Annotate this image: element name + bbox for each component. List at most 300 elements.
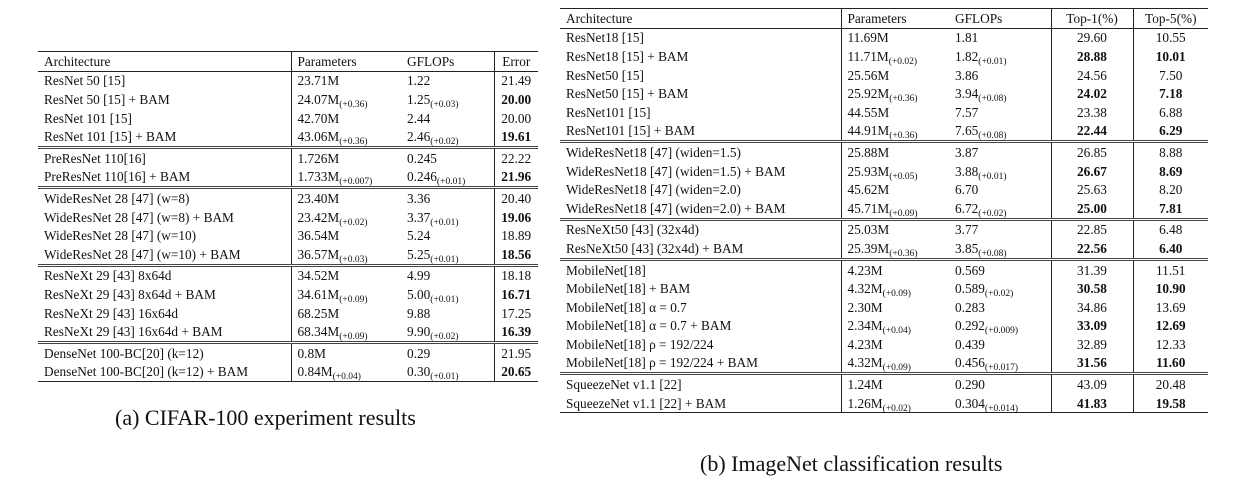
err-cell [494,342,538,362]
gflops-cell [401,265,494,285]
err-cell-value: 20.00 [501,110,532,126]
arch-cell [560,122,841,142]
arch-cell [560,142,841,162]
top1-cell [1051,317,1133,336]
arch-cell [560,180,841,199]
gflops-cell-value: 3.85 [955,240,979,256]
err-cell [494,265,538,285]
arch-cell-value: SqueezeNet v1.1 [22] + BAM [566,395,727,411]
gflops-cell-value: 3.37 [407,209,431,225]
params-cell [841,279,949,298]
params-cell-value: 1.26M [847,395,883,411]
arch-cell [560,317,841,336]
params-cell [841,28,949,47]
gflops-cell-value: 9.90 [407,324,431,340]
gflops-cell [401,71,494,90]
top5-cell [1133,335,1208,354]
top5-cell [1133,66,1208,85]
gflops-cell-value: 0.292 [955,318,985,334]
params-cell [291,226,401,245]
top1-cell-value: 29.60 [1077,30,1107,46]
gflops-cell [949,394,1051,413]
top1-cell [1051,122,1133,142]
top5-cell [1133,317,1208,336]
arch-cell [38,342,291,362]
top1-cell-value: 28.88 [1077,48,1107,64]
arch-cell-value: WideResNet18 [47] (widen=2.0) [566,182,741,198]
err-cell [494,285,538,304]
header-cell: Parameters [291,52,401,72]
arch-cell-value: ResNeXt 29 [43] 16x64d + BAM [44,324,223,340]
params-cell [841,335,949,354]
header-row [560,9,1208,29]
gflops-cell [949,180,1051,199]
gflops-cell-value: 1.82 [955,48,979,64]
top1-cell [1051,298,1133,317]
gflops-cell-delta: (+0.01) [436,177,466,188]
params-cell [841,219,949,239]
table-row [38,147,538,167]
params-cell [841,259,949,279]
gflops-cell [401,245,494,265]
err-cell-value: 22.22 [501,150,532,166]
params-cell-value: 68.25M [297,305,340,321]
table-row [560,47,1208,66]
table-row [38,363,538,382]
gflops-cell-delta: (+0.01) [978,171,1007,182]
params-cell-value: 1.726M [297,150,340,166]
arch-cell-value: WideResNet18 [47] (widen=1.5) + BAM [566,163,786,179]
params-cell-value: 1.24M [847,377,883,393]
table-row [560,239,1208,259]
params-cell [291,304,401,323]
gflops-cell-value: 5.24 [407,228,431,244]
top1-cell-value: 26.67 [1077,163,1107,179]
arch-cell-value: MobileNet[18] ρ = 192/224 [566,336,714,352]
arch-cell [38,109,291,128]
gflops-cell-delta: (+0.02) [978,208,1007,219]
top1-cell [1051,28,1133,47]
top1-cell [1051,66,1133,85]
params-cell-value: 4.23M [847,262,883,278]
params-cell [841,142,949,162]
gflops-cell-delta: (+0.017) [984,363,1018,374]
top5-cell [1133,199,1208,219]
arch-cell-value: ResNet101 [15] [566,104,651,120]
top5-cell [1133,28,1208,47]
top1-cell-value: 24.56 [1077,67,1107,83]
params-cell-delta: (+0.36) [889,248,918,259]
table-row [560,103,1208,122]
arch-cell-value: SqueezeNet v1.1 [22] [566,377,682,393]
gflops-cell-delta: (+0.01) [430,217,459,228]
gflops-cell-value: 5.25 [407,246,431,262]
arch-cell-value: MobileNet[18] ρ = 192/224 + BAM [566,355,758,371]
arch-cell-value: ResNet 50 [15] [44,73,126,89]
params-cell-value: 4.32M [847,355,883,371]
err-cell [494,188,538,208]
gflops-cell [401,363,494,382]
table-b [560,8,1208,413]
top5-cell-value: 7.50 [1159,67,1183,83]
gflops-cell [401,127,494,147]
arch-cell [38,168,291,188]
top1-cell-value: 30.58 [1077,281,1107,297]
arch-cell-value: ResNet 101 [15] + BAM [44,129,177,145]
arch-cell [38,127,291,147]
err-cell [494,363,538,382]
top5-cell [1133,47,1208,66]
top5-cell-value: 8.69 [1159,163,1183,179]
top1-cell-value: 22.56 [1077,240,1107,256]
arch-cell-value: ResNeXt50 [43] (32x4d) + BAM [566,240,744,256]
params-cell-value: 11.71M [847,48,889,64]
arch-cell [38,322,291,342]
top1-cell [1051,394,1133,413]
top5-cell-value: 12.33 [1155,336,1186,352]
table-row [38,208,538,227]
arch-cell [560,28,841,47]
gflops-cell-value: 9.88 [407,305,431,321]
table-row [38,265,538,285]
table-row [38,71,538,90]
top5-cell-value: 6.48 [1159,222,1183,238]
params-cell-delta: (+0.36) [889,94,918,105]
params-cell-delta: (+0.04) [332,372,361,383]
top5-cell [1133,298,1208,317]
err-cell-value: 20.40 [501,190,532,206]
params-cell-value: 43.06M [297,129,340,145]
top1-cell [1051,374,1133,394]
params-cell-value: 0.84M [297,364,333,380]
top5-cell [1133,162,1208,181]
err-cell [494,226,538,245]
top5-cell [1133,279,1208,298]
table-row [560,219,1208,239]
gflops-cell-value: 0.290 [955,377,985,393]
table-row [560,142,1208,162]
table-row [38,304,538,323]
table-row [38,285,538,304]
arch-cell [38,285,291,304]
gflops-cell-value: 3.86 [955,67,979,83]
top1-cell-value: 25.00 [1077,200,1107,216]
top1-cell [1051,354,1133,374]
arch-cell-value: WideResNet 28 [47] (w=10) [44,228,197,244]
header-cell: Top-1(%) [1051,9,1133,29]
gflops-cell-delta: (+0.02) [430,137,459,148]
params-cell [291,363,401,382]
params-cell [841,374,949,394]
arch-cell-value: WideResNet18 [47] (widen=1.5) [566,144,741,160]
params-cell-delta: (+0.02) [888,56,918,67]
params-cell [291,71,401,90]
gflops-cell [949,335,1051,354]
params-cell-value: 44.55M [847,104,890,120]
gflops-cell [401,342,494,362]
params-cell [841,180,949,199]
table-row [38,322,538,342]
params-cell [841,394,949,413]
gflops-cell-delta: (+0.08) [978,94,1007,105]
top1-cell [1051,47,1133,66]
table-a [38,51,538,382]
table-row [38,226,538,245]
top5-cell [1133,354,1208,374]
arch-cell [560,219,841,239]
params-cell [291,208,401,227]
gflops-cell-delta: (+0.02) [984,289,1014,300]
top5-cell-value: 12.69 [1155,318,1186,334]
params-cell-delta: (+0.04) [882,326,911,337]
err-cell-value: 20.00 [501,91,532,107]
arch-cell [560,279,841,298]
gflops-cell [949,239,1051,259]
params-cell-value: 25.93M [847,163,890,179]
params-cell [291,168,401,188]
arch-cell [38,147,291,167]
arch-cell-value: ResNet101 [15] + BAM [566,123,696,139]
table-row [560,66,1208,85]
params-cell-value: 0.8M [297,345,326,361]
params-cell [841,162,949,181]
gflops-cell [949,47,1051,66]
err-cell [494,147,538,167]
table-row [38,342,538,362]
table-row [560,122,1208,142]
table-row [38,90,538,109]
top5-cell [1133,180,1208,199]
params-cell [841,122,949,142]
gflops-cell-value: 6.72 [955,200,979,216]
gflops-cell-value: 5.00 [407,286,431,302]
gflops-cell-value: 0.589 [955,281,985,297]
params-cell-value: 36.57M [297,246,340,262]
arch-cell-value: DenseNet 100-BC[20] (k=12) [44,345,204,361]
params-cell-value: 4.23M [847,336,883,352]
table-row [560,374,1208,394]
arch-cell-value: MobileNet[18] α = 0.7 [566,299,687,315]
gflops-cell-delta: (+0.03) [430,99,459,110]
top5-cell-value: 6.40 [1159,240,1183,256]
err-cell-value: 19.61 [501,129,532,145]
arch-cell-value: ResNeXt 29 [43] 16x64d [44,305,179,321]
arch-cell-value: DenseNet 100-BC[20] (k=12) + BAM [44,364,249,380]
params-cell [291,109,401,128]
arch-cell-value: ResNet50 [15] + BAM [566,86,689,102]
arch-cell-value: MobileNet[18] [566,262,646,278]
top1-cell-value: 24.02 [1077,86,1107,102]
top1-cell [1051,180,1133,199]
err-cell [494,71,538,90]
gflops-cell [949,259,1051,279]
top5-cell-value: 11.60 [1156,355,1186,371]
err-cell-value: 21.96 [501,169,532,185]
params-cell [291,90,401,109]
imagenet-results-table [560,8,1208,413]
top5-cell [1133,259,1208,279]
params-cell [841,84,949,103]
params-cell-delta: (+0.09) [882,363,911,374]
arch-cell [38,208,291,227]
table-row [560,180,1208,199]
gflops-cell [949,84,1051,103]
table-row [38,245,538,265]
params-cell [291,265,401,285]
arch-cell-value: PreResNet 110[16] [44,150,146,166]
gflops-cell-delta: (+0.08) [978,131,1007,142]
table-row [38,188,538,208]
params-cell-value: 2.30M [847,299,883,315]
gflops-cell [949,298,1051,317]
gflops-cell [401,109,494,128]
gflops-cell-value: 0.456 [955,355,985,371]
top5-cell-value: 10.55 [1155,30,1186,46]
arch-cell-value: ResNet18 [15] + BAM [566,48,689,64]
params-cell-delta: (+0.36) [339,99,368,110]
err-cell-value: 21.95 [501,345,532,361]
params-cell-value: 45.71M [847,200,890,216]
arch-cell-value: WideResNet 28 [47] (w=8) [44,190,190,206]
gflops-cell [949,219,1051,239]
gflops-cell-delta: (+0.01) [430,254,459,265]
gflops-cell-value: 0.29 [407,345,431,361]
gflops-cell-delta: (+0.01) [978,56,1007,67]
params-cell [291,322,401,342]
top1-cell-value: 22.85 [1077,222,1107,238]
gflops-cell [949,103,1051,122]
top5-cell-value: 7.18 [1159,86,1183,102]
gflops-cell [949,28,1051,47]
top5-cell [1133,84,1208,103]
params-cell-delta: (+0.03) [339,254,368,265]
gflops-cell [401,208,494,227]
gflops-cell-delta: (+0.02) [430,332,459,343]
params-cell-delta: (+0.05) [889,171,918,182]
gflops-cell [401,147,494,167]
top1-cell [1051,259,1133,279]
top1-cell-value: 31.39 [1077,262,1107,278]
gflops-cell-delta: (+0.01) [430,372,459,383]
arch-cell-value: ResNet 101 [15] [44,110,132,126]
header-row [38,52,538,72]
arch-cell [38,304,291,323]
gflops-cell-value: 1.81 [955,30,979,46]
arch-cell-value: ResNet50 [15] [566,67,644,83]
gflops-cell-delta: (+0.01) [430,294,459,305]
top1-cell-value: 34.86 [1077,299,1107,315]
params-cell-delta: (+0.02) [882,403,911,414]
params-cell [291,245,401,265]
params-cell [841,47,949,66]
gflops-cell-value: 0.246 [407,169,437,185]
caption-imagenet: (b) ImageNet classification results [700,451,1003,476]
params-cell-value: 68.34M [297,324,340,340]
gflops-cell-value: 0.439 [955,336,985,352]
arch-cell-value: ResNeXt 29 [43] 8x64d + BAM [44,286,216,302]
top5-cell [1133,374,1208,394]
gflops-cell-value: 6.70 [955,182,979,198]
params-cell-delta: (+0.36) [889,131,918,142]
top1-cell [1051,219,1133,239]
params-cell [841,298,949,317]
gflops-cell [949,354,1051,374]
arch-cell [560,84,841,103]
header-cell: Error [494,52,538,72]
top5-cell-value: 7.81 [1159,200,1183,216]
table-row [560,28,1208,47]
err-cell [494,208,538,227]
arch-cell-value: ResNet18 [15] [566,30,644,46]
params-cell-value: 34.52M [297,268,340,284]
err-cell-value: 16.39 [501,324,532,340]
gflops-cell [949,122,1051,142]
gflops-cell [949,279,1051,298]
gflops-cell-value: 0.245 [407,150,437,166]
top1-cell-value: 41.83 [1077,395,1107,411]
top1-cell-value: 23.38 [1077,104,1107,120]
header-cell: Top-5(%) [1133,9,1208,29]
table-row [560,84,1208,103]
arch-cell [560,335,841,354]
err-cell-value: 18.18 [501,268,532,284]
err-cell-value: 18.56 [501,246,532,262]
top1-cell-value: 43.09 [1077,377,1107,393]
arch-cell [38,90,291,109]
params-cell-value: 25.92M [847,86,890,102]
top1-cell [1051,239,1133,259]
arch-cell-value: WideResNet 28 [47] (w=10) + BAM [44,246,241,262]
top5-cell-value: 6.88 [1159,104,1183,120]
arch-cell [38,363,291,382]
gflops-cell-value: 3.94 [955,86,979,102]
gflops-cell-value: 0.569 [955,262,985,278]
top1-cell [1051,199,1133,219]
cifar100-results-table [38,51,538,382]
top1-cell [1051,142,1133,162]
header-cell: Architecture [38,52,291,72]
table-row [560,317,1208,336]
arch-cell [560,354,841,374]
params-cell [841,239,949,259]
arch-cell [560,374,841,394]
params-cell-delta: (+0.09) [339,332,368,343]
gflops-cell [401,226,494,245]
top5-cell [1133,142,1208,162]
top1-cell-value: 25.63 [1077,182,1107,198]
arch-cell [560,199,841,219]
err-cell [494,127,538,147]
err-cell-value: 21.49 [501,73,532,89]
table-row [38,168,538,188]
table-row [560,354,1208,374]
top5-cell [1133,122,1208,142]
arch-cell [38,265,291,285]
params-cell [841,199,949,219]
top1-cell-value: 32.89 [1077,336,1107,352]
params-cell-delta: (+0.09) [882,289,911,300]
top1-cell-value: 33.09 [1077,318,1107,334]
top1-cell-value: 26.85 [1077,144,1107,160]
arch-cell-value: ResNet 50 [15] + BAM [44,91,170,107]
top1-cell [1051,335,1133,354]
gflops-cell-value: 0.304 [955,395,985,411]
arch-cell [560,394,841,413]
params-cell-delta: (+0.007) [339,177,373,188]
params-cell-value: 23.71M [297,73,340,89]
gflops-cell [949,162,1051,181]
err-cell-value: 19.06 [501,209,532,225]
